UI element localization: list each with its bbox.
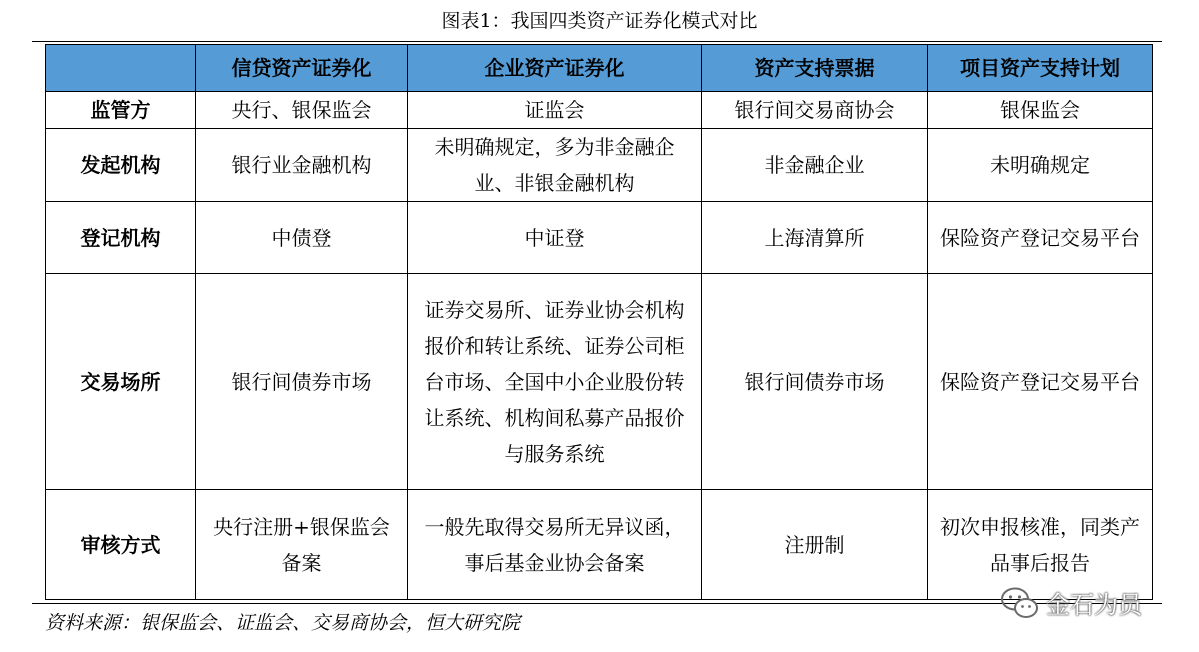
table-cell: 保险资产登记交易平台 — [928, 202, 1153, 274]
row-label-registrar: 登记机构 — [46, 202, 196, 274]
table-cell: 银行间债券市场 — [702, 274, 928, 490]
table-cell: 中债登 — [196, 202, 408, 274]
table-cell: 注册制 — [702, 490, 928, 600]
row-label-review-method: 审核方式 — [46, 490, 196, 600]
table-row — [46, 92, 1153, 129]
table-cell: 银行间债券市场 — [196, 274, 408, 490]
table-cell: 非金融企业 — [702, 129, 928, 202]
header-row — [46, 45, 1153, 92]
header-project-asset-plan: 项目资产支持计划 — [928, 45, 1153, 92]
comparison-table — [45, 44, 1153, 600]
row-label-originator: 发起机构 — [46, 129, 196, 202]
top-rule — [32, 41, 1162, 42]
watermark-text: 金石为员 — [1046, 591, 1142, 619]
table-row — [46, 129, 1153, 202]
table-row — [46, 274, 1153, 490]
table-cell: 一般先取得交易所无异议函，事后基金业协会备案 — [408, 490, 702, 600]
row-label-trading-venue: 交易场所 — [46, 274, 196, 490]
table-cell: 央行注册+银保监会备案 — [196, 490, 408, 600]
header-enterprise-abs: 企业资产证券化 — [408, 45, 702, 92]
watermark — [1000, 585, 1142, 620]
table-cell: 证券交易所、证券业协会机构报价和转让系统、证券公司柜台市场、全国中小企业股份转让系统、机构间私募产品报价与服务系统 — [408, 274, 702, 490]
table-cell: 银保监会 — [928, 92, 1153, 129]
table-cell: 上海清算所 — [702, 202, 928, 274]
source-note: 资料来源：银保监会、证监会、交易商协会，恒大研究院 — [45, 612, 521, 634]
table-cell: 未明确规定 — [928, 129, 1153, 202]
header-abn: 资产支持票据 — [702, 45, 928, 92]
wechat-icon — [1000, 586, 1040, 620]
row-label-regulator: 监管方 — [46, 92, 196, 129]
table-row — [46, 202, 1153, 274]
table-cell: 银行业金融机构 — [196, 129, 408, 202]
table-cell: 保险资产登记交易平台 — [928, 274, 1153, 490]
table-cell: 银行间交易商协会 — [702, 92, 928, 129]
table-cell: 初次申报核准，同类产品事后报告 — [928, 490, 1153, 600]
table-cell: 中证登 — [408, 202, 702, 274]
bottom-rule — [32, 603, 1162, 604]
table-cell: 央行、银保监会 — [196, 92, 408, 129]
table-cell: 证监会 — [408, 92, 702, 129]
header-credit-abs: 信贷资产证券化 — [196, 45, 408, 92]
table-cell: 未明确规定，多为非金融企业、非银金融机构 — [408, 129, 702, 202]
header-corner-cell — [46, 45, 196, 92]
table-row — [46, 490, 1153, 600]
figure-title: 图表1：我国四类资产证券化模式对比 — [441, 10, 758, 32]
